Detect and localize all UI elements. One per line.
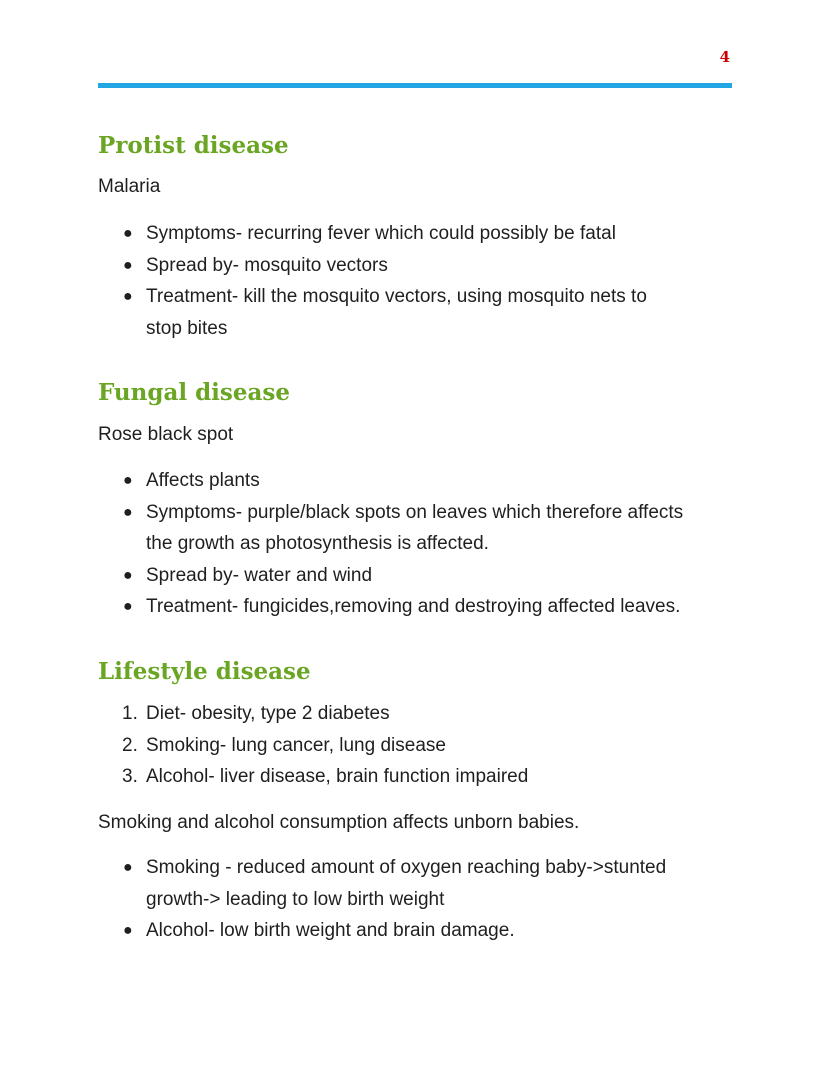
unborn-babies-note: Smoking and alcohol consumption affects unborn babies. <box>98 812 580 833</box>
disease-name-rose-black-spot: Rose black spot <box>98 424 234 445</box>
list-item: ● Spread by- water and wind <box>98 560 683 592</box>
bullet-icon: ● <box>123 256 133 274</box>
list-item: ● Spread by- mosquito vectors <box>98 250 647 282</box>
protist-bullet-list <box>98 218 647 344</box>
bullet-icon: ● <box>123 472 133 489</box>
bullet-icon: ● <box>123 598 133 615</box>
list-item: ● Smoking - reduced amount of oxygen reaching baby->stunted growth-> leading to low birth weight <box>98 852 666 915</box>
bullet-icon: ● <box>123 288 133 305</box>
list-item: ● Affects plants <box>98 465 683 497</box>
list-item: ● Alcohol- low birth weight and brain damage. <box>98 915 666 947</box>
list-item: ● Treatment- fungicides,removing and destroying affected leaves. <box>98 591 683 623</box>
header-divider <box>98 83 732 88</box>
list-item: 3. Alcohol- liver disease, brain function impaired <box>122 766 529 787</box>
list-item: ● Symptoms- recurring fever which could possibly be fatal <box>98 218 647 250</box>
bullet-icon: ● <box>123 566 133 584</box>
page-number: 4 <box>719 48 730 66</box>
unborn-effects-bullet-list <box>98 852 666 947</box>
section-heading-protist: Protist disease <box>98 132 289 159</box>
section-heading-fungal: Fungal disease <box>98 379 290 406</box>
bullet-icon: ● <box>123 922 133 939</box>
list-item: ● Treatment- kill the mosquito vectors, using mosquito nets to stop bites <box>98 281 647 344</box>
list-item: 2. Smoking- lung cancer, lung disease <box>122 734 446 756</box>
list-item: 1. Diet- obesity, type 2 diabetes <box>122 703 390 724</box>
disease-name-malaria: Malaria <box>98 176 161 197</box>
lifestyle-numbered-list <box>98 698 528 793</box>
list-item: ● Symptoms- purple/black spots on leaves which therefore affects the growth as photosynthesis is affected. <box>98 497 683 560</box>
bullet-icon: ● <box>123 859 133 876</box>
fungal-bullet-list <box>98 465 683 623</box>
section-heading-lifestyle: Lifestyle disease <box>98 658 311 685</box>
bullet-icon: ● <box>123 503 133 521</box>
bullet-icon: ● <box>123 225 133 242</box>
